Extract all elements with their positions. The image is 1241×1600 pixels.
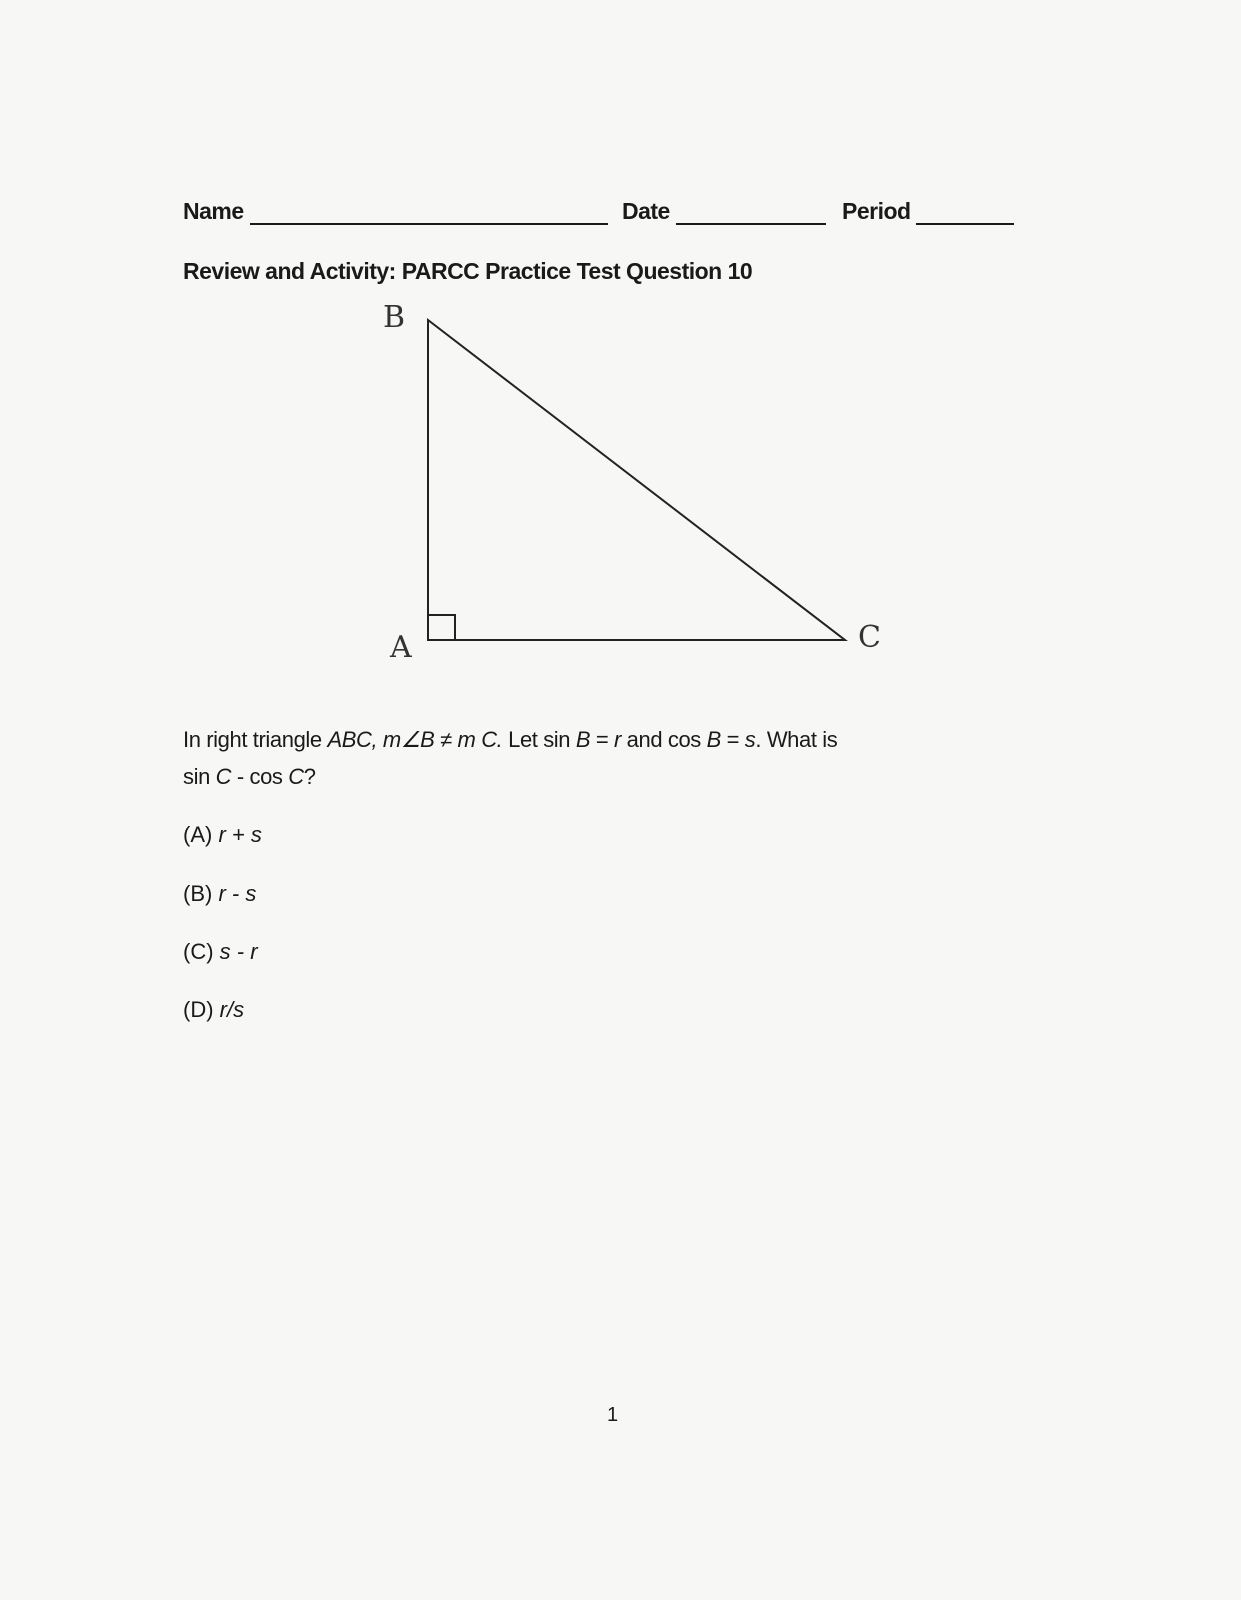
vertex-label-a: A <box>390 630 412 665</box>
q-text: Let sin <box>502 727 576 752</box>
option-c <box>183 939 258 965</box>
q-text: = <box>720 727 745 752</box>
option-label: (A) <box>183 822 219 847</box>
option-expr: s - r <box>219 939 258 964</box>
q-text: - cos <box>231 764 289 789</box>
vertex-label-b: B <box>383 300 406 335</box>
question-text-line2 <box>183 764 316 790</box>
option-label: (C) <box>183 939 220 964</box>
q-text: In right triangle <box>183 727 328 752</box>
name-label: Name <box>183 198 244 224</box>
option-label: (D) <box>183 997 220 1022</box>
option-expr: r/s <box>219 997 245 1022</box>
q-var: C <box>288 764 304 789</box>
option-expr: r + s <box>218 822 262 847</box>
q-var: s <box>744 727 756 752</box>
right-angle-marker <box>428 615 455 640</box>
q-text: sin <box>183 764 216 789</box>
q-text: ? <box>303 764 316 789</box>
vertex-label-c: C <box>858 620 881 655</box>
q-var: B <box>706 727 721 752</box>
question-text <box>183 727 837 753</box>
q-var: B <box>575 727 591 752</box>
q-var: C <box>215 764 232 789</box>
option-expr: r - s <box>218 881 257 906</box>
q-var: m∠B <box>377 727 435 752</box>
q-var: ≠ <box>434 727 458 752</box>
q-text: and cos <box>620 727 707 752</box>
q-var: m <box>457 727 482 752</box>
period-label: Period <box>842 198 911 224</box>
q-var: r <box>614 727 621 752</box>
option-d <box>183 997 244 1023</box>
q-var: C. <box>481 727 503 752</box>
option-a <box>183 822 262 848</box>
option-b <box>183 881 256 907</box>
triangle-abc <box>428 320 845 640</box>
page-number: 1 <box>607 1404 619 1426</box>
q-var: ABC, <box>327 727 378 752</box>
page-title: Review and Activity: PARCC Practice Test Question 10 <box>183 258 753 284</box>
date-label: Date <box>622 198 670 224</box>
q-text: . What is <box>755 727 838 752</box>
q-text: = <box>590 727 614 752</box>
option-label: (B) <box>183 881 219 906</box>
